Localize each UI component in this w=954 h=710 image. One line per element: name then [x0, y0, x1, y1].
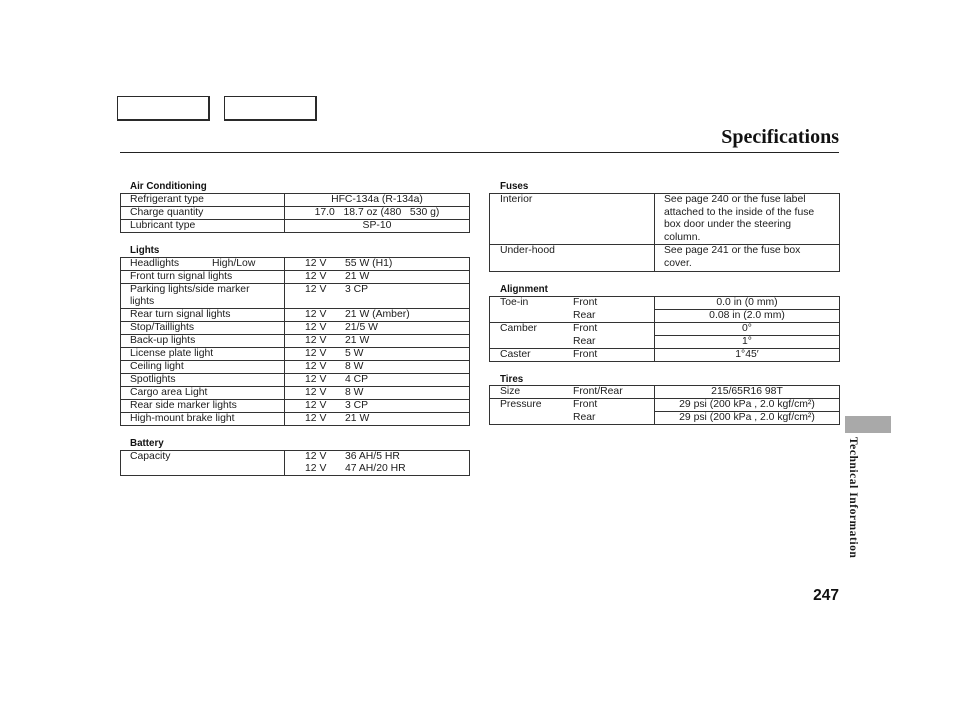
table-row: [121, 194, 469, 206]
wattage: 55 W (H1): [345, 258, 393, 269]
position-list: [573, 323, 654, 348]
battery-table: [120, 450, 470, 476]
table-row: [121, 360, 469, 373]
wattage: 3 CP: [345, 284, 369, 295]
spec-value: 17.0 18.7 oz (480 530 g): [314, 207, 440, 218]
spec-label: Toe-in: [500, 297, 529, 308]
tires-heading: Tires: [500, 374, 524, 385]
spec-label: Under-hood: [490, 245, 655, 270]
fuses-table: [489, 193, 840, 272]
spec-label: Interior: [490, 194, 655, 244]
wattage: 21 W: [345, 271, 370, 282]
wattage: 4 CP: [345, 374, 369, 385]
voltage: 12 V: [305, 374, 327, 385]
wattage: 3 CP: [345, 400, 369, 411]
section-tab-label: Technical Information: [847, 437, 859, 559]
spec-label: Size: [500, 386, 521, 397]
alignment-heading: Alignment: [500, 284, 548, 295]
group-label-cell: [490, 297, 655, 322]
spec-value: [655, 194, 839, 244]
spec-label: Ceiling light: [121, 361, 285, 373]
group-label-cell: [490, 399, 655, 424]
table-row-group: [490, 386, 839, 398]
title-divider: [120, 152, 839, 153]
capacity-value: 36 AH/5 HR: [345, 451, 400, 462]
group-label-cell: [490, 386, 655, 398]
table-row: [121, 334, 469, 347]
spec-value: HFC-134a (R-134a): [331, 194, 423, 205]
spec-label: Camber: [500, 323, 537, 334]
voltage: 12 V: [305, 400, 327, 411]
tires-table: [489, 385, 840, 425]
voltage: 12 V: [305, 284, 327, 295]
spec-label: Back-up lights: [121, 335, 285, 347]
table-row: [121, 373, 469, 386]
voltage: 12 V: [305, 309, 327, 320]
spec-label: Parking lights/side marker lights: [121, 284, 285, 308]
position-label: Rear: [573, 336, 596, 347]
position-list: [573, 399, 654, 424]
section-tab-marker: [845, 416, 891, 433]
spec-sublabel: High/Low: [212, 258, 256, 269]
capacity-column: [345, 451, 469, 475]
table-row: [121, 412, 469, 425]
table-row: [121, 270, 469, 283]
spec-label: Caster: [500, 349, 531, 360]
value-list: [655, 297, 839, 322]
spec-value: SP-10: [362, 220, 392, 231]
spec-value: 29 psi (200 kPa , 2.0 kgf/cm²): [679, 399, 815, 410]
lights-table: [120, 257, 470, 426]
table-row: [121, 283, 469, 308]
spec-label: Pressure: [500, 399, 542, 410]
spec-label: Cargo area Light: [121, 387, 285, 399]
spec-value: 0°: [742, 323, 752, 334]
voltage: 12 V: [305, 348, 327, 359]
table-row: [490, 244, 839, 270]
value-list: [655, 399, 839, 424]
wattage: 21/5 W: [345, 322, 378, 333]
position-label: Front/Rear: [573, 386, 623, 397]
group-label-cell: [490, 349, 655, 361]
wattage: 21 W: [345, 413, 370, 424]
voltage: 12 V: [305, 258, 327, 269]
value-list: [655, 323, 839, 348]
table-row: [121, 206, 469, 219]
spec-value: [655, 245, 839, 270]
spec-label: Rear side marker lights: [121, 400, 285, 412]
spec-label: Lubricant type: [121, 220, 285, 232]
table-row-group: [490, 322, 839, 348]
spec-label: [121, 258, 285, 270]
spec-value: 0.0 in (0 mm): [716, 297, 778, 308]
fuses-heading: Fuses: [500, 181, 529, 192]
spec-label: Front turn signal lights: [121, 271, 285, 283]
table-row: [121, 308, 469, 321]
spec-label: Spotlights: [121, 374, 285, 386]
wattage: 21 W (Amber): [345, 309, 410, 320]
spec-label: High-mount brake light: [121, 413, 285, 425]
voltage: 12 V: [305, 413, 327, 424]
spec-label: Charge quantity: [121, 207, 285, 219]
table-row-group: [490, 297, 839, 322]
alignment-table: [489, 296, 840, 362]
voltage: 12 V: [305, 387, 327, 398]
spec-value: 1°45′: [735, 349, 759, 360]
spec-value: 29 psi (200 kPa , 2.0 kgf/cm²): [655, 411, 839, 424]
position-list: [573, 349, 654, 361]
voltage-column: [285, 451, 345, 475]
table-row: [121, 451, 469, 475]
position-label: Front: [573, 297, 598, 308]
group-label-cell: [490, 323, 655, 348]
air-conditioning-heading: Air Conditioning: [130, 181, 207, 192]
voltage: 12 V: [305, 361, 327, 372]
spec-label: Rear turn signal lights: [121, 309, 285, 321]
table-row: [121, 347, 469, 360]
spec-label: License plate light: [121, 348, 285, 360]
page-number: 247: [813, 587, 839, 604]
spec-label: Stop/Taillights: [121, 322, 285, 334]
voltage: 12 V: [305, 271, 327, 282]
wattage: 5 W: [345, 348, 364, 359]
table-row-group: [490, 398, 839, 424]
table-row: [121, 399, 469, 412]
position-label: Front: [573, 399, 598, 410]
spec-value: 1°: [655, 335, 839, 348]
fuse-location-text: See page 241 or the fuse box cover.: [664, 245, 801, 269]
value-list: [655, 386, 839, 398]
position-list: [573, 386, 654, 398]
position-label: Rear: [573, 310, 596, 321]
lights-heading: Lights: [130, 245, 160, 256]
position-label: Front: [573, 323, 598, 334]
voltage: 12 V: [305, 451, 327, 462]
spec-label-text: Headlights: [130, 258, 180, 269]
battery-heading: Battery: [130, 438, 164, 449]
table-row: [121, 258, 469, 270]
nav-tab-box: [117, 96, 210, 121]
value-list: [655, 349, 839, 361]
fuse-location-text: See page 240 or the fuse label attached to the inside of the fuse box door under the steering column.: [664, 194, 815, 243]
table-row: [121, 219, 469, 232]
table-row: [121, 321, 469, 334]
spec-value: 0.08 in (2.0 mm): [655, 309, 839, 322]
spec-value: 215/65R16 98T: [711, 386, 783, 397]
wattage: 21 W: [345, 335, 370, 346]
position-label: Rear: [573, 412, 596, 423]
table-row: [121, 386, 469, 399]
wattage: 8 W: [345, 387, 364, 398]
table-row-group: [490, 348, 839, 361]
nav-tab-box: [224, 96, 317, 121]
voltage: 12 V: [305, 463, 327, 474]
spec-label: Refrigerant type: [121, 194, 285, 206]
position-list: [573, 297, 654, 322]
spec-label: Capacity: [121, 451, 285, 475]
voltage: 12 V: [305, 335, 327, 346]
voltage: 12 V: [305, 322, 327, 333]
table-row: [490, 194, 839, 244]
position-label: Front: [573, 349, 598, 360]
page-title: Specifications: [721, 126, 839, 148]
air-conditioning-table: [120, 193, 470, 233]
wattage: 8 W: [345, 361, 364, 372]
capacity-value: 47 AH/20 HR: [345, 463, 406, 474]
